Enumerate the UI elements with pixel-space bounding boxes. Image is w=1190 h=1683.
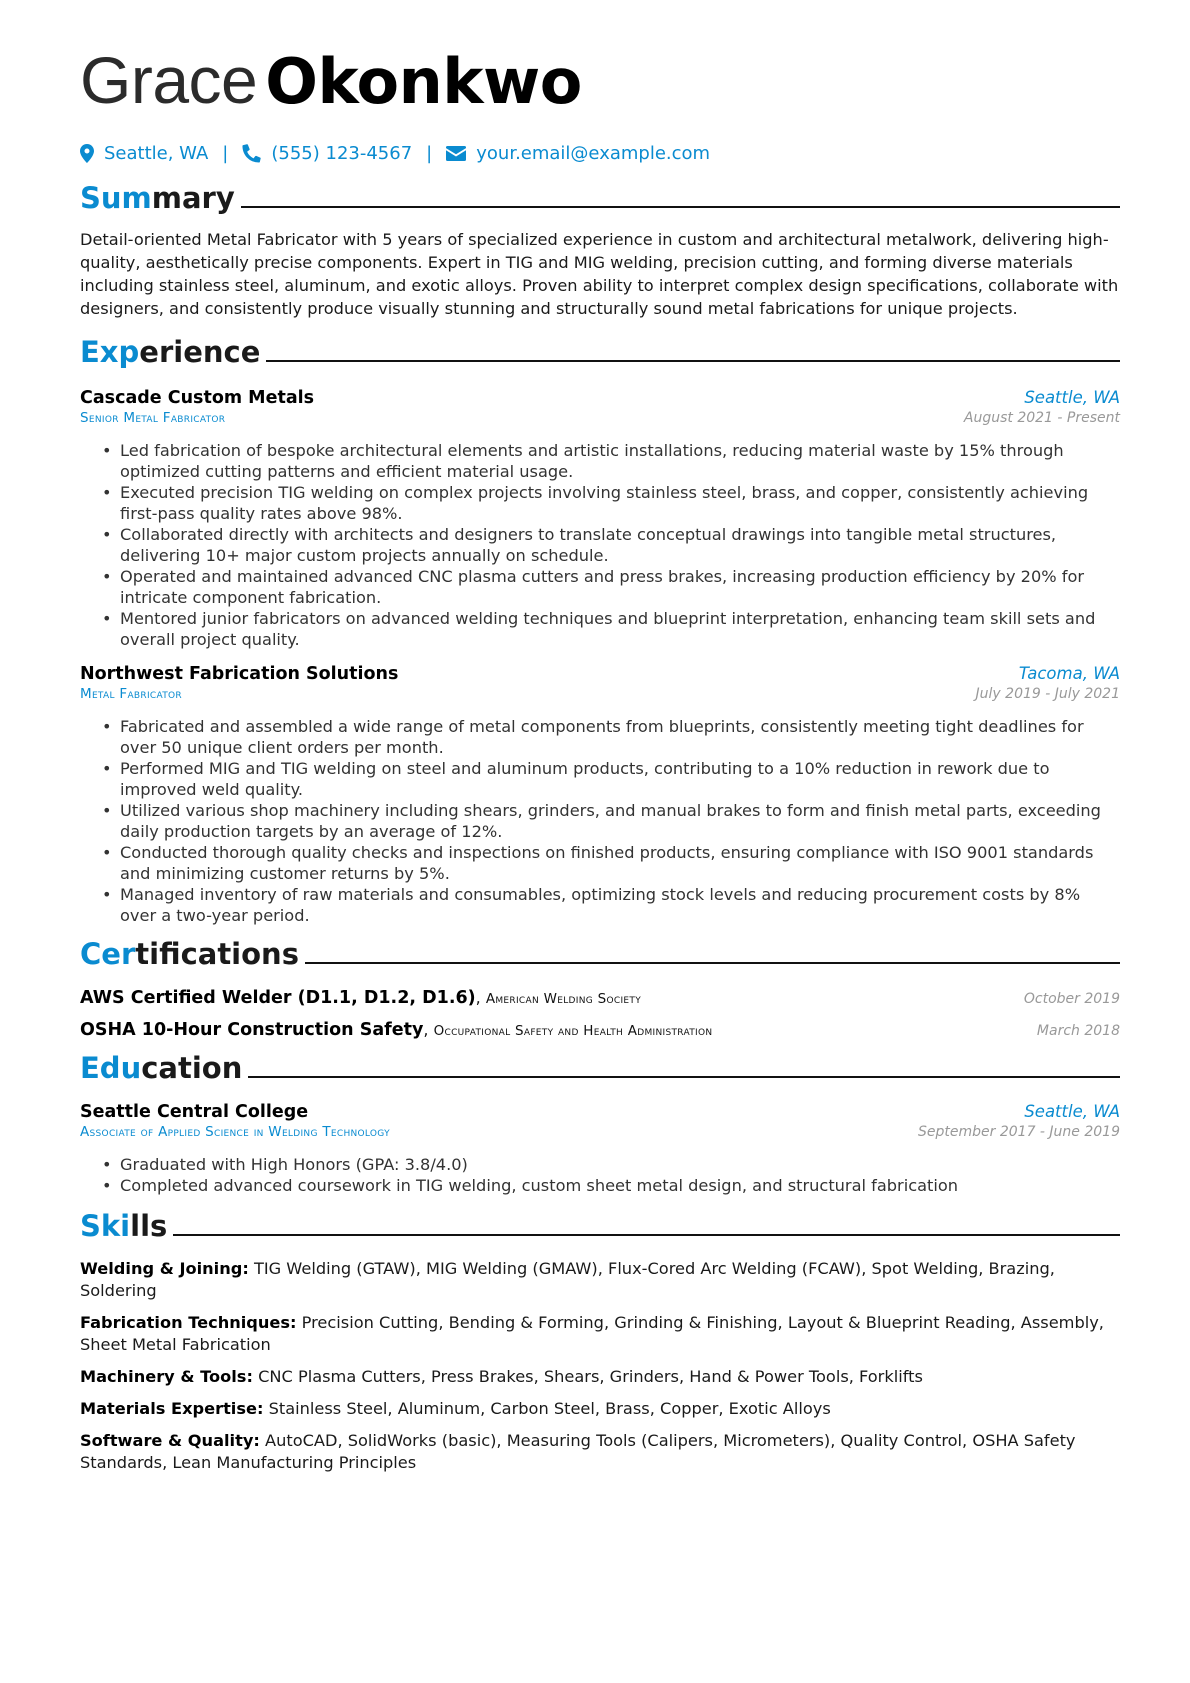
section-education-header	[80, 1046, 1120, 1086]
email-text[interactable]: your.email@example.com	[476, 142, 711, 164]
job-location: Tacoma, WA	[1018, 664, 1120, 683]
job-entry	[80, 664, 1120, 926]
skills-list	[80, 1258, 1120, 1474]
education-entry	[80, 1102, 1120, 1196]
contact-email[interactable]	[446, 143, 710, 164]
skill-category: Welding & Joining:	[80, 1259, 249, 1278]
section-experience-header	[80, 330, 1120, 370]
skill-row	[80, 1398, 1120, 1420]
skill-row	[80, 1258, 1120, 1302]
section-rule	[248, 1076, 1120, 1078]
cert-name: OSHA 10-Hour Construction Safety	[80, 1020, 424, 1040]
skill-category: Software & Quality:	[80, 1431, 260, 1450]
list-item: • Performed MIG and TIG welding on steel and aluminum products, contributing to a 10% reduction in rework due to improved weld quality.	[102, 758, 1120, 800]
contact-phone[interactable]	[242, 143, 412, 164]
section-certifications-header	[80, 932, 1120, 972]
certification-item: OSHA 10-Hour Construction Safety, Occupational Safety and Health Administration March 2018	[80, 1020, 1120, 1040]
job-title: Metal Fabricator	[80, 686, 182, 702]
list-item: • Executed precision TIG welding on complex projects involving stainless steel, brass, and copper, consistently achieving first-pass quality rates above 98%.	[102, 482, 1120, 524]
skill-items: TIG Welding (GTAW), MIG Welding (GMAW), Flux-Cored Arc Welding (FCAW), Spot Welding, Brazing, Soldering	[80, 1259, 1055, 1300]
first-name: Grace	[80, 43, 258, 117]
cert-issuer: American Welding Society	[485, 991, 641, 1007]
list-item: • Led fabrication of bespoke architectural elements and artistic installations, reducing material waste by 15% through optimized cutting patterns and efficient material usage.	[102, 440, 1120, 482]
job-title: Senior Metal Fabricator	[80, 410, 226, 426]
job-bullets	[102, 440, 1120, 650]
cert-name: AWS Certified Welder (D1.1, D1.2, D1.6)	[80, 988, 476, 1008]
section-rule	[266, 360, 1120, 362]
candidate-name	[80, 44, 1120, 118]
degree: Associate of Applied Science in Welding Technology	[80, 1124, 390, 1140]
list-item: • Completed advanced coursework in TIG welding, custom sheet metal design, and structural fabrication	[102, 1175, 1120, 1196]
job-bullets	[102, 716, 1120, 926]
skill-row	[80, 1366, 1120, 1388]
skill-items: AutoCAD, SolidWorks (basic), Measuring Tools (Calipers, Micrometers), Quality Control, OSHA Safety Standards, Lean Manufacturing Principles	[80, 1431, 1076, 1472]
resume-page	[80, 44, 1120, 1474]
section-skills-header	[80, 1204, 1120, 1244]
phone-icon	[242, 144, 261, 163]
job-dates: August 2021 - Present	[963, 410, 1120, 426]
skill-items: CNC Plasma Cutters, Press Brakes, Shears, Grinders, Hand & Power Tools, Forklifts	[258, 1367, 923, 1386]
contact-separator: |	[222, 142, 229, 164]
skill-category: Materials Expertise:	[80, 1399, 264, 1418]
education-dates: September 2017 - June 2019	[918, 1124, 1120, 1140]
list-item: • Collaborated directly with architects and designers to translate conceptual drawings into tangible metal structures, delivering 10+ major custom projects annually on schedule.	[102, 524, 1120, 566]
section-rule	[241, 206, 1120, 208]
job-location: Seattle, WA	[1024, 388, 1120, 407]
school-name: Seattle Central College	[80, 1102, 309, 1122]
company-name: Northwest Fabrication Solutions	[80, 664, 399, 684]
list-item: • Conducted thorough quality checks and inspections on finished products, ensuring compliance with ISO 9001 standards and minimizing customer returns by 5%.	[102, 842, 1120, 884]
map-marker-icon	[80, 144, 94, 163]
last-name: Okonkwo	[265, 45, 582, 118]
skill-category: Fabrication Techniques:	[80, 1313, 297, 1332]
skill-row	[80, 1312, 1120, 1356]
section-title: Experience	[80, 335, 261, 369]
list-item: • Utilized various shop machinery including shears, grinders, and manual brakes to form and finish metal parts, exceeding daily production targets by an average of 12%.	[102, 800, 1120, 842]
list-item: • Graduated with High Honors (GPA: 3.8/4.0)	[102, 1154, 1120, 1175]
company-name: Cascade Custom Metals	[80, 388, 315, 408]
certification-item: AWS Certified Welder (D1.1, D1.2, D1.6), American Welding Society October 2019	[80, 988, 1120, 1008]
list-item: • Fabricated and assembled a wide range of metal components from blueprints, consistently meeting tight deadlines for over 50 unique client orders per month.	[102, 716, 1120, 758]
list-item: • Managed inventory of raw materials and consumables, optimizing stock levels and reducing procurement costs by 8% over a two-year period.	[102, 884, 1120, 926]
contact-location	[80, 143, 208, 164]
section-summary-header	[80, 176, 1120, 216]
section-rule	[173, 1234, 1120, 1236]
phone-text[interactable]: (555) 123-4567	[271, 142, 413, 164]
section-rule	[305, 962, 1120, 964]
section-title: Skills	[80, 1209, 168, 1243]
envelope-icon	[446, 146, 466, 161]
section-title: Summary	[80, 181, 235, 215]
cert-issuer: Occupational Safety and Health Administration	[433, 1023, 713, 1039]
cert-date: October 2019	[1023, 991, 1120, 1007]
skill-row	[80, 1430, 1120, 1474]
job-dates: July 2019 - July 2021	[975, 686, 1120, 702]
contact-bar	[80, 140, 1120, 166]
list-item: • Operated and maintained advanced CNC plasma cutters and press brakes, increasing production efficiency by 20% for intricate component fabrication.	[102, 566, 1120, 608]
contact-separator: |	[426, 142, 433, 164]
education-bullets	[102, 1154, 1120, 1196]
skill-category: Machinery & Tools:	[80, 1367, 253, 1386]
skill-items: Precision Cutting, Bending & Forming, Grinding & Finishing, Layout & Blueprint Reading, Assembly, Sheet Metal Fabrication	[80, 1313, 1104, 1354]
section-title: Education	[80, 1051, 243, 1085]
list-item: • Mentored junior fabricators on advanced welding techniques and blueprint interpretation, enhancing team skill sets and overall project quality.	[102, 608, 1120, 650]
location-text: Seattle, WA	[104, 142, 209, 164]
summary-text: Detail-oriented Metal Fabricator with 5 years of specialized experience in custom and architectural metalwork, delivering high-quality, aesthetically precise components. Expert in TIG and MIG welding, precision cutting, and forming diverse materials including stainless steel, aluminum, and exotic alloys. Proven ability to interpret complex design specifications, collaborate with designers, and consistently produce visually stunning and structurally sound metal fabrications for unique projects.	[80, 230, 1119, 318]
section-title: Certifications	[80, 937, 299, 971]
job-entry	[80, 388, 1120, 650]
school-location: Seattle, WA	[1024, 1102, 1120, 1121]
skill-items: Stainless Steel, Aluminum, Carbon Steel, Brass, Copper, Exotic Alloys	[268, 1399, 831, 1418]
cert-date: March 2018	[1036, 1023, 1120, 1039]
